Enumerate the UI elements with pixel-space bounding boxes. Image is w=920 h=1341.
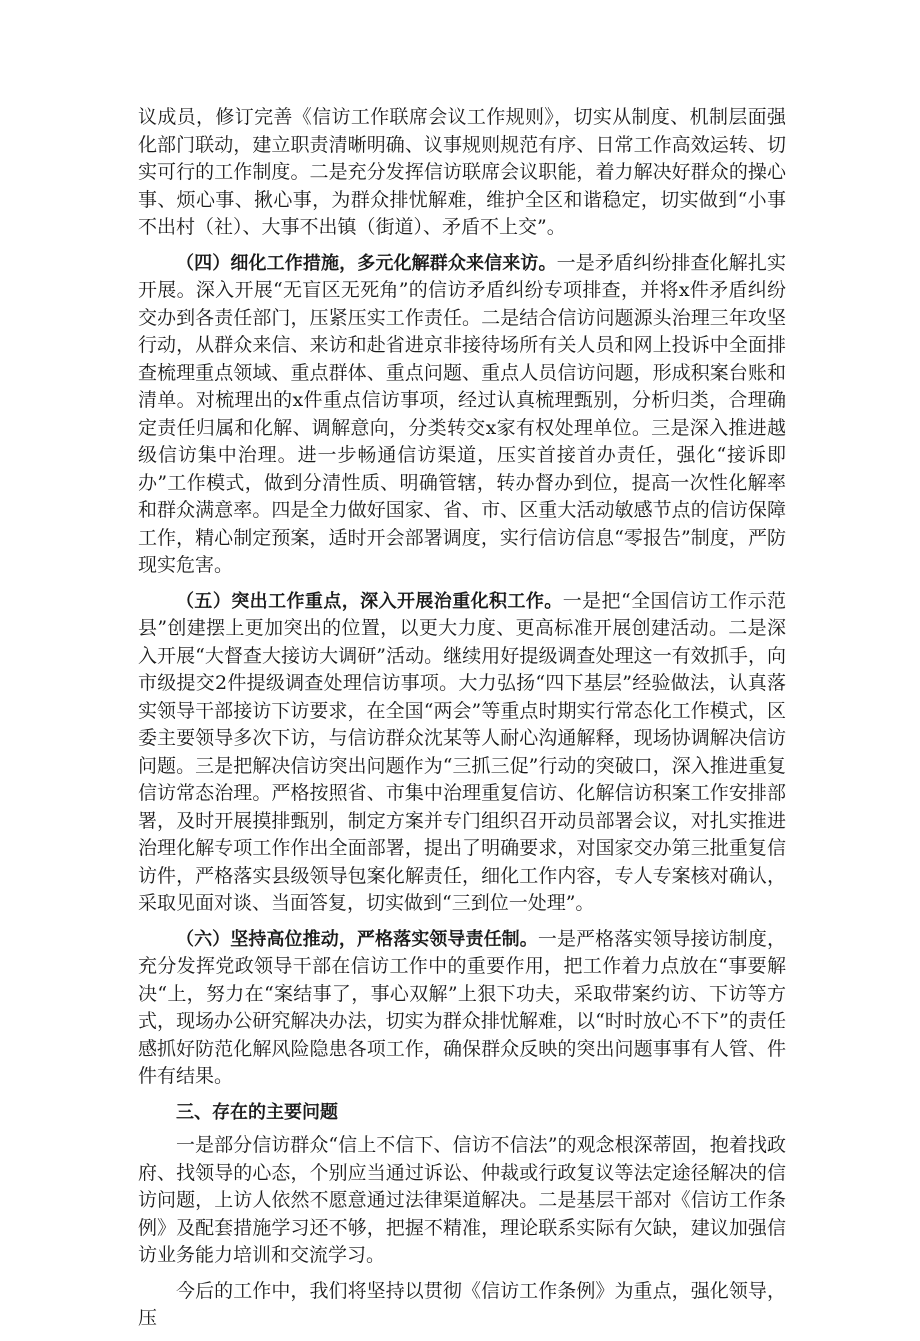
section-5-heading: （五）突出工作重点，深入开展治重化积工作。 <box>176 590 563 612</box>
section-6-body: 一是严格落实领导接访制度，充分发挥党政领导干部在信访工作中的重要作用，把工作着力点放在“事要解决“上，努力在“案结事了，事心双解”上狠下功夫，采取带案约访、下访等方式，现场办公研究解决办法，切实为群众排忧解难，以“时时放心不下”的责任感抓好防范化解风险隐患各项工作，确保群众反映的突出问题事事有人管、件件有结果。 <box>138 927 786 1087</box>
section-3-title: 三、存在的主要问题 <box>176 1101 338 1123</box>
section-4-body: 一是矛盾纠纷排查化解扎实开展。深入开展“无盲区无死角”的信访矛盾纠纷专项排查，并将x件矛盾纠纷交办到各责任部门，压紧压实工作责任。二是结合信访问题源头治理三年攻坚行动，从群众来信、来访和赴省进京非接待场所有关人员和网上投诉中全面排查梳理重点领域、重点群体、重点问题、重点人员信访问题，形成积案台账和清单。对梳理出的x件重点信访事项，经过认真梳理甄别，分析归类，合理确定责任归属和化解、调解意向，分类转交x家有权处理单位。三是深入推进越级信访集中治理。进一步畅通信访渠道，压实首接首办责任，强化“接诉即办”工作模式，做到分清性质、明确管辖，转办督办到位，提高一次性化解率和群众满意率。四是全力做好国家、省、市、区重大活动敏感节点的信访保障工作，精心制定预案，适时开会部署调度，实行信访信息“零报告”制度，严防现实危害。 <box>138 251 786 576</box>
paragraph-5-text: 一是部分信访群众“信上不信下、信访不信法”的观念根深蒂固，抱着找政府、找领导的心态，个别应当通过诉讼、仲裁或行政复议等法定途径解决的信访问题，上访人依然不愿意通过法律渠道解决。二是基层干部对《信访工作条例》及配套措施学习还不够，把握不精准，理论联系实际有欠缺，建议加强信访业务能力培训和交流学习。 <box>138 1134 786 1266</box>
paragraph-4 <box>138 926 786 1091</box>
paragraph-6 <box>138 1278 786 1333</box>
section-5-body: 一是把“全国信访工作示范县”创建摆上更加突出的位置，以更大力度、更高标准开展创建活动。二是深入开展“大督查大接访大调研”活动。继续用好提级调查处理这一有效抓手，向市级提交2件提级调查处理信访事项。大力弘扬“四下基层”经验做法，认真落实领导干部接访下访要求，在全国“两会”等重点时期实行常态化工作模式，区委主要领导多次下访，与信访群众沈某等人耐心沟通解释，现场协调解决信访问题。三是把解决信访突出问题作为“三抓三促”行动的突破口，深入推进重复信访常态治理。严格按照省、市集中治理重复信访、化解信访积案工作安排部署，及时开展摸排甄别，制定方案并专门组织召开动员部署会议，对扎实推进治理化解专项工作作出全面部署，提出了明确要求，对国家交办第三批重复信访件，严格落实县级领导包案化解责任，细化工作内容，专人专案核对确认，采取见面对谈、当面答复，切实做到“三到位一处理”。 <box>138 589 786 914</box>
section-4-heading: （四）细化工作措施，多元化解群众来信来访。 <box>176 252 557 274</box>
paragraph-5 <box>138 1132 786 1270</box>
document-body <box>138 104 786 1341</box>
section-6-heading: （六）坚持高位推动，严格落实领导责任制。 <box>176 928 538 950</box>
paragraph-1 <box>138 104 786 242</box>
paragraph-6-text: 今后的工作中，我们将坚持以贯彻《信访工作条例》为重点，强化领导，压 <box>138 1279 786 1329</box>
paragraph-1-text: 议成员，修订完善《信访工作联席会议工作规则》，切实从制度、机制层面强化部门联动，建立职责清晰明确、议事规则规范有序、日常工作高效运转、切实可行的工作制度。二是充分发挥信访联席会议职能，着力解决好群众的操心事、烦心事、揪心事，为群众排忧解难，维护全区和谐稳定，切实做到“小事不出村（社）、大事不出镇（街道）、矛盾不上交”。 <box>138 106 786 238</box>
paragraph-2 <box>138 250 786 580</box>
paragraph-3 <box>138 588 786 918</box>
